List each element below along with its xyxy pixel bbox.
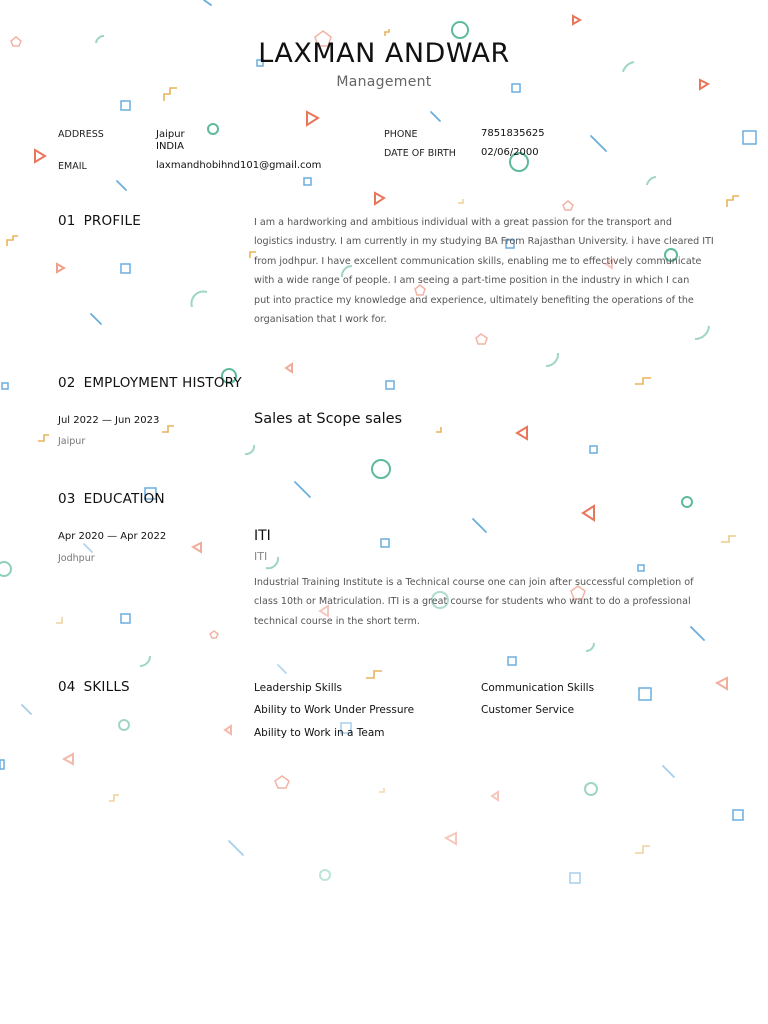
phone-value: 7851835625 xyxy=(481,128,545,139)
profile-heading xyxy=(58,213,141,229)
skill-item: Ability to Work Under Pressure xyxy=(254,704,415,716)
phone-label: PHONE xyxy=(384,129,418,140)
email-label: EMAIL xyxy=(58,161,87,172)
skill-item: Ability to Work in a Team xyxy=(254,727,385,739)
profile-line: from jodhpur. I have excellent communication skills, enabling me to effectively communicate xyxy=(254,255,702,267)
profile-title: PROFILE xyxy=(83,213,141,229)
education-line: class 10th or Matriculation. ITI is a great course for students who want to do a professional xyxy=(254,596,691,608)
profile-line: organisation that I work for. xyxy=(254,314,387,326)
education-school: ITI xyxy=(254,550,268,563)
education-degree: ITI xyxy=(254,528,271,544)
profile-line: I am a hardworking and ambitious individual with a great passion for the transport and xyxy=(254,217,672,228)
employment-location: Jaipur xyxy=(58,436,86,447)
address-city: Jaipur xyxy=(156,129,185,140)
education-title: EDUCATION xyxy=(83,491,165,507)
education-location: Jodhpur xyxy=(58,553,95,564)
employment-heading xyxy=(58,375,242,391)
education-line: technical course in the short term. xyxy=(254,615,420,627)
profile-summary xyxy=(254,213,724,329)
dob-value: 02/06/2000 xyxy=(481,147,539,158)
skill-item: Leadership Skills xyxy=(254,682,343,694)
education-line: Industrial Training Institute is a Technical course one can join after successful completion of xyxy=(254,577,694,588)
candidate-name: LAXMAN ANDWAR xyxy=(258,38,510,69)
skill-item: Customer Service xyxy=(481,704,575,716)
skill-item: Communication Skills xyxy=(481,682,595,694)
education-dates: Apr 2020 — Apr 2022 xyxy=(58,531,167,542)
skills-number: 04 xyxy=(58,679,76,695)
profile-line: logistics industry. I am currently in my studying BA From Rajasthan University. i have cleared ITI xyxy=(254,236,714,248)
address-country: INDIA xyxy=(156,141,184,152)
blue-square-shapes xyxy=(0,60,756,883)
orange-pentagon-shapes xyxy=(11,31,585,788)
profile-number: 01 xyxy=(58,213,76,229)
candidate-title: Management xyxy=(336,74,432,90)
email-value: laxmandhobihnd101@gmail.com xyxy=(156,160,322,171)
education-heading xyxy=(58,491,165,507)
teal-circle-shapes xyxy=(0,22,692,880)
address-label: ADDRESS xyxy=(58,129,104,140)
education-number: 03 xyxy=(58,491,76,507)
dob-label: DATE OF BIRTH xyxy=(384,148,456,159)
education-description xyxy=(254,573,724,631)
employment-dates: Jul 2022 — Jun 2023 xyxy=(58,415,160,426)
profile-line: put into practice my knowledge and experience, ultimately benefiting the operations of the xyxy=(254,294,694,306)
employment-title: EMPLOYMENT HISTORY xyxy=(83,375,242,391)
job-title: Sales at Scope sales xyxy=(254,411,403,427)
orange-triangle-shapes xyxy=(35,16,727,844)
skills-heading xyxy=(58,679,130,695)
profile-line: with a wide range of people. I am seeing a part-time position in the industry in which I can xyxy=(254,275,690,287)
employment-number: 02 xyxy=(58,375,76,391)
skills-title: SKILLS xyxy=(83,679,130,695)
